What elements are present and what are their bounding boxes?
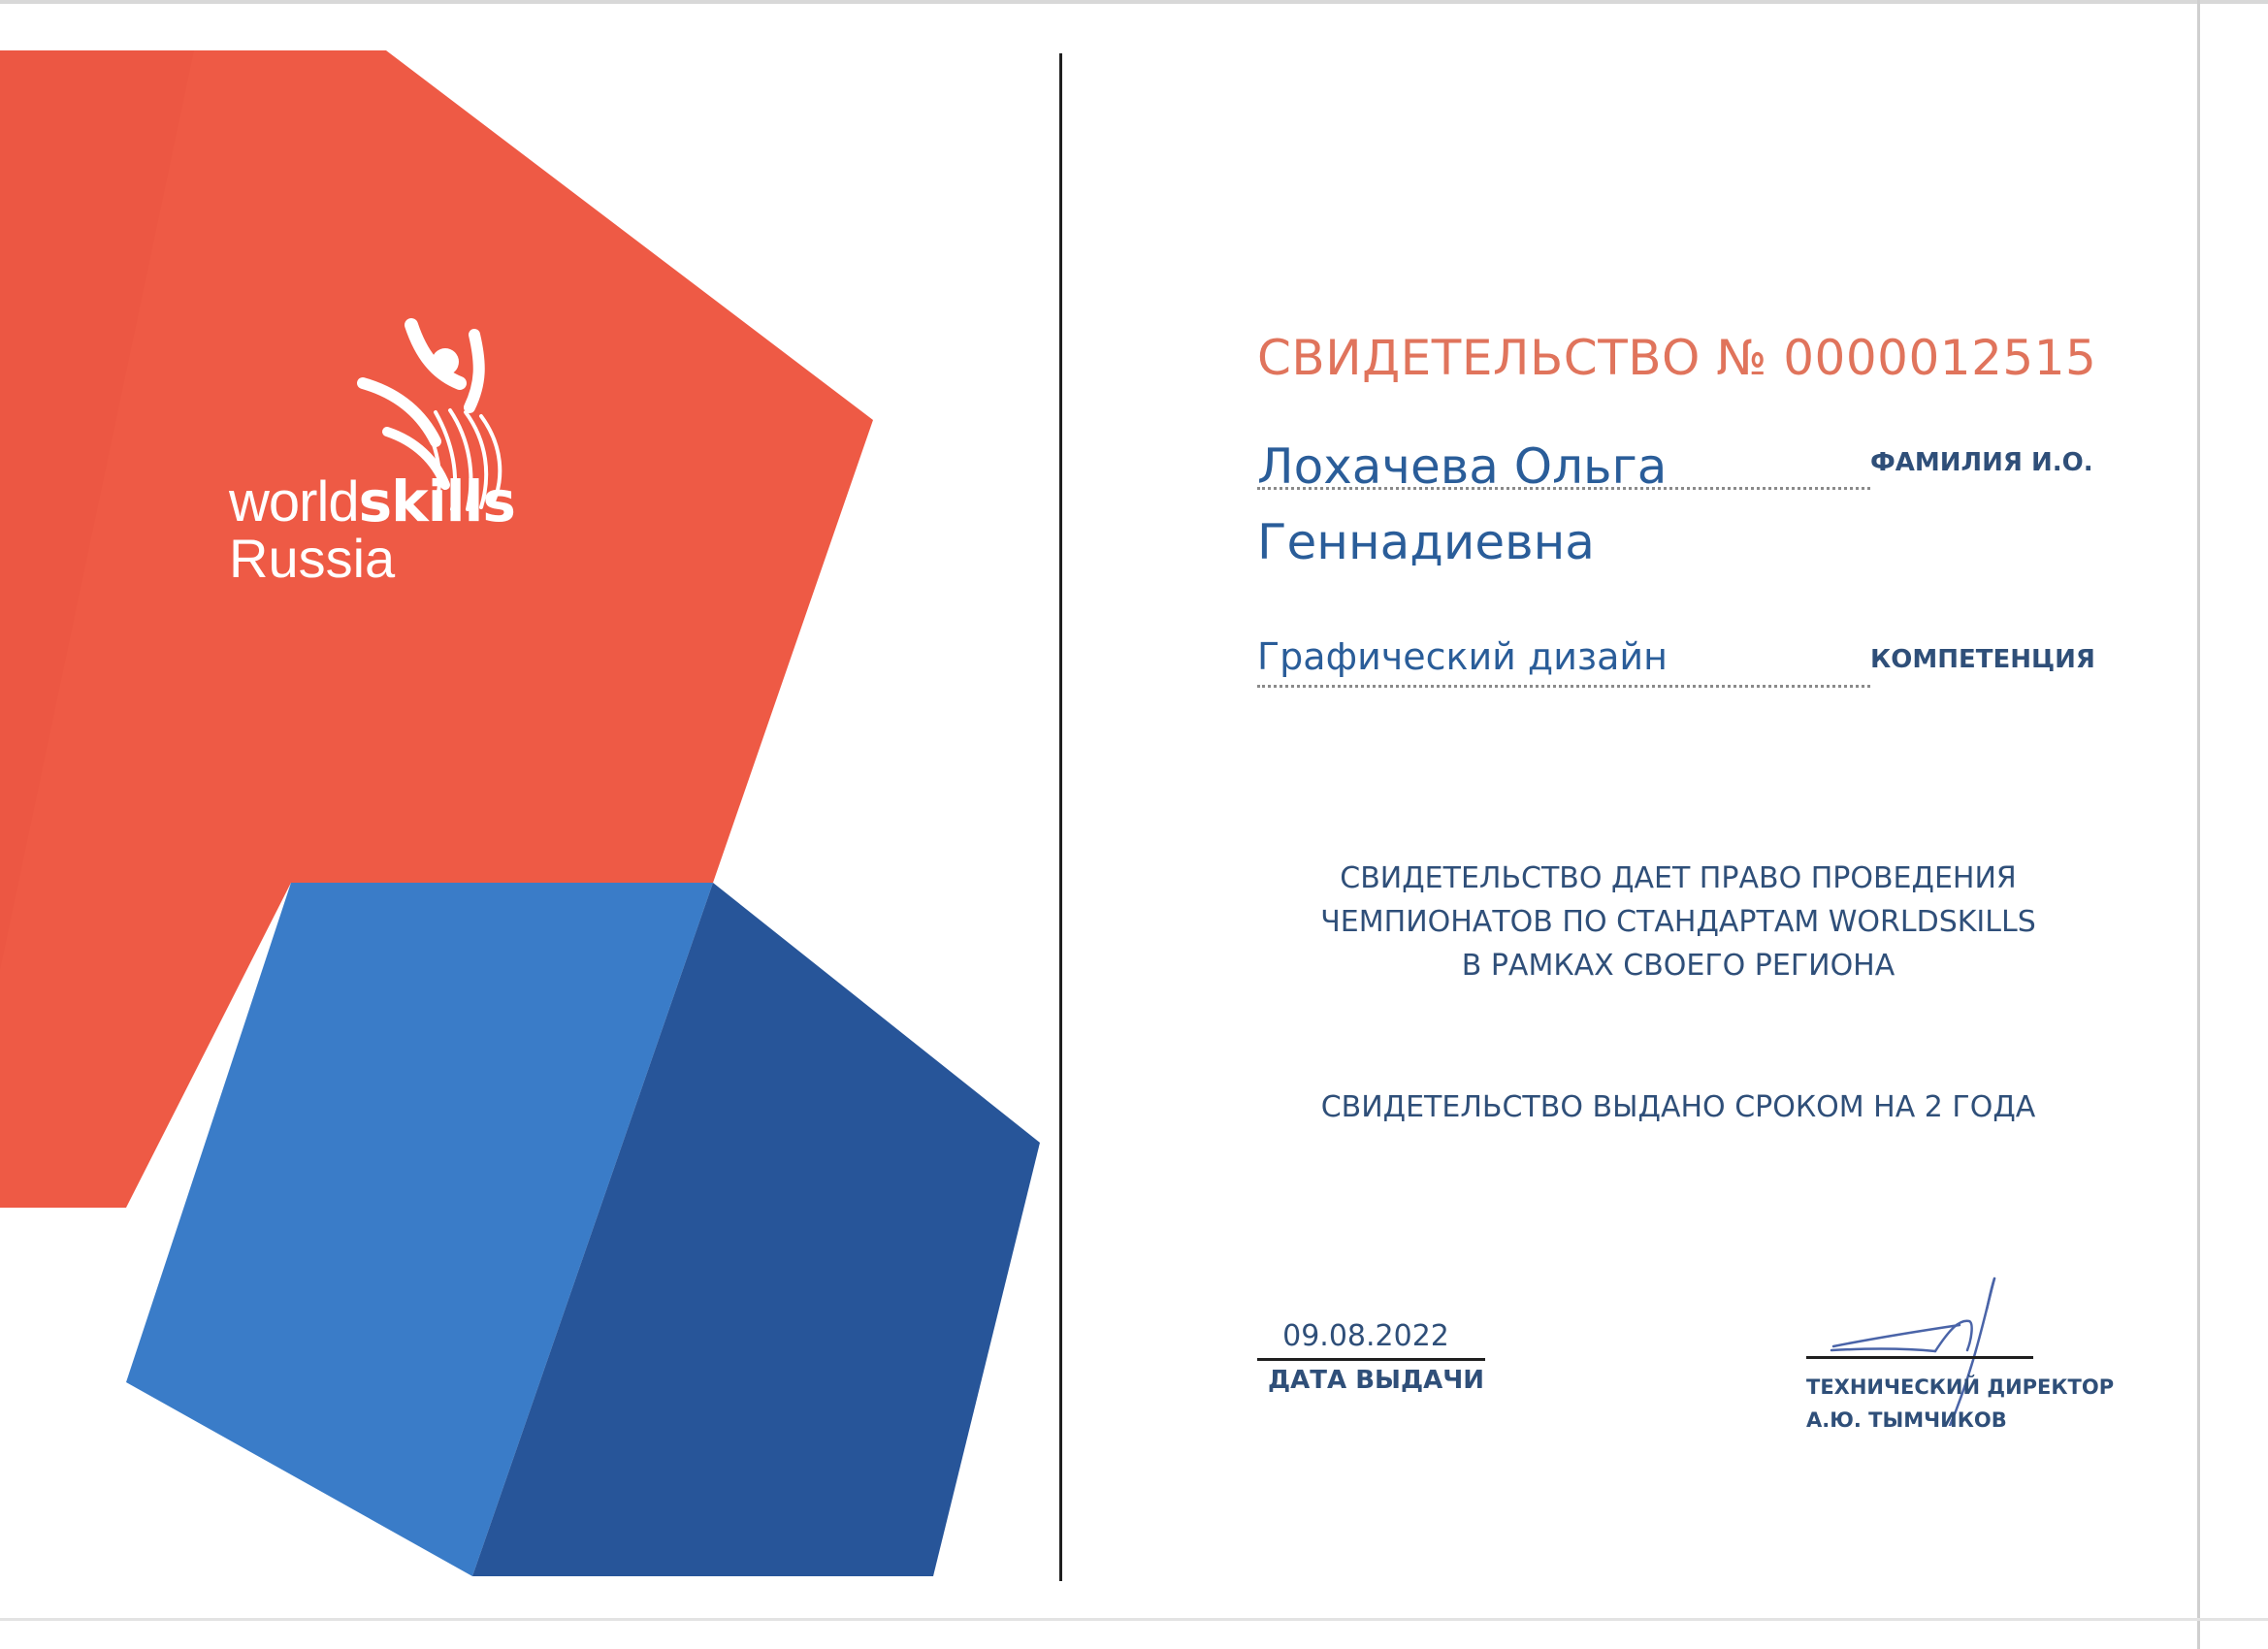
- signatory-name: А.Ю. ТЫМЧИКОВ: [1806, 1408, 2007, 1432]
- rights-statement: [1251, 857, 2105, 987]
- signatory-role: ТЕХНИЧЕСКИЙ ДИРЕКТОР: [1806, 1375, 2115, 1399]
- competence-label: КОМПЕТЕНЦИЯ: [1870, 645, 2095, 674]
- issue-date: 09.08.2022: [1282, 1319, 1449, 1353]
- name-dotted-line: [1257, 487, 1870, 490]
- issue-date-underline: [1257, 1358, 1485, 1361]
- handwritten-signature: [1814, 1261, 2037, 1426]
- logo-word-russia: Russia: [229, 528, 396, 589]
- signature-underline: [1806, 1356, 2033, 1359]
- competence-value: Графический дизайн: [1257, 635, 1668, 678]
- decorative-shapes: [0, 0, 1067, 1649]
- holder-name-line1: Лохачева Ольга: [1257, 438, 1668, 495]
- validity-term: СВИДЕТЕЛЬСТВО ВЫДАНО СРОКОМ НА 2 ГОДА: [1320, 1090, 2036, 1124]
- rights-line: ЧЕМПИОНАТОВ ПО СТАНДАРТАМ WORLDSKILLS: [1320, 905, 2036, 939]
- rights-line: СВИДЕТЕЛЬСТВО ДАЕТ ПРАВО ПРОВЕДЕНИЯ: [1340, 861, 2017, 895]
- holder-name-line2: Геннадиевна: [1257, 514, 1595, 570]
- issue-date-label: ДАТА ВЫДАЧИ: [1268, 1366, 1484, 1395]
- competence-dotted-line: [1257, 685, 1870, 688]
- rights-line: В РАМКАХ СВОЕГО РЕГИОНА: [1461, 949, 1895, 983]
- certificate-title: СВИДЕТЕЛЬСТВО № 0000012515: [1257, 330, 2097, 386]
- logo-word-world: world: [229, 470, 359, 534]
- logo-word-skills: skills: [358, 469, 515, 534]
- vertical-divider: [1059, 53, 1062, 1581]
- scan-edge-right: [2197, 0, 2200, 1649]
- name-label: ФАМИЛИЯ И.О.: [1870, 448, 2093, 477]
- logo-wordmark: [229, 469, 515, 534]
